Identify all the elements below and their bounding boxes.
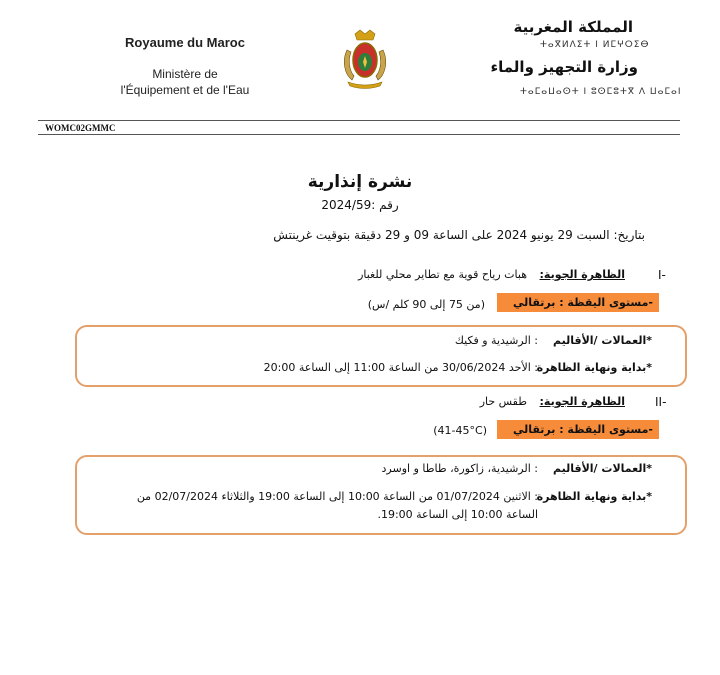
section1-alert-range: (من 75 إلى 90 كلم /س) — [367, 298, 485, 311]
section2-period-value-line2: الساعة 10:00 إلى الساعة 19:00. — [377, 508, 538, 521]
section2-period-value-line1: : الاثنين 01/07/2024 من الساعة 10:00 إلى الساعة 19:00 والثلاثاء 02/07/2024 من — [136, 490, 538, 503]
fr-ministry-line2: l'Équipement et de l'Eau — [120, 83, 250, 97]
ar-ministry-title: وزارة التجهيز والماء — [490, 58, 638, 76]
section1-alert-level: -مستوى اليقظة : برتقالي — [497, 293, 659, 312]
tifinagh-ministry-title: ⵜⴰⵎⴰⵡⴰⵙⵜ ⵏ ⵓⵙⵎⵓⵜⴳ ⴷ ⵡⴰⵎⴰⵏ — [520, 87, 682, 97]
section1-period-value: : الأحد 30/06/2024 من الساعة 11:00 إلى الساعة 20:00 — [263, 361, 538, 374]
section1-provinces-value: : الرشيدية و فكيك — [454, 334, 538, 347]
section1-provinces-label: *العمالات /الأقاليم — [553, 334, 652, 347]
section1-period-label: *بداية ونهاية الظاهرة — [536, 361, 652, 374]
section1-phenomenon-value: هبات رياح قوية مع تطاير محلي للغبار — [358, 268, 527, 281]
section2-alert-level: -مستوى اليقظة : برتقالي — [497, 420, 659, 439]
ar-kingdom-title: المملكة المغربية — [513, 18, 633, 36]
fr-ministry-line1: Ministère de — [152, 67, 218, 81]
bulletin-date: بتاريخ: السبت 29 يونيو 2024 على الساعة 09 و 29 دقيقة بتوقيت غرينتش — [273, 228, 645, 242]
section2-phenomenon-label: الظاهرة الجوية: — [539, 395, 625, 408]
coat-of-arms-emblem — [340, 28, 390, 90]
bulletin-title: نشرة إنذارية — [307, 172, 413, 192]
section2-phenomenon-value: طقس حار — [479, 395, 527, 408]
header-divider-top — [38, 120, 680, 121]
section2-numeral: II- — [655, 395, 667, 409]
section2-provinces-value: : الرشيدية، زاكورة، طاطا و اوسرد — [381, 462, 538, 475]
header-divider-bottom — [38, 134, 680, 135]
section2-period-label: *بداية ونهاية الظاهرة — [536, 490, 652, 503]
tifinagh-kingdom-title: ⵜⴰⴳⵍⴷⵉⵜ ⵏ ⵍⵎⵖⵔⵉⴱ — [540, 40, 650, 50]
section1-numeral: I- — [658, 268, 666, 282]
section2-alert-range: (41-45°C) — [433, 424, 487, 437]
bulletin-number: رقم :2024/59 — [321, 198, 399, 212]
fr-kingdom-title: Royaume du Maroc — [125, 35, 245, 50]
section1-phenomenon-label: الظاهرة الجوية: — [539, 268, 625, 281]
section2-provinces-label: *العمالات /الأقاليم — [553, 462, 652, 475]
document-code: WOMC02GMMC — [45, 123, 116, 133]
